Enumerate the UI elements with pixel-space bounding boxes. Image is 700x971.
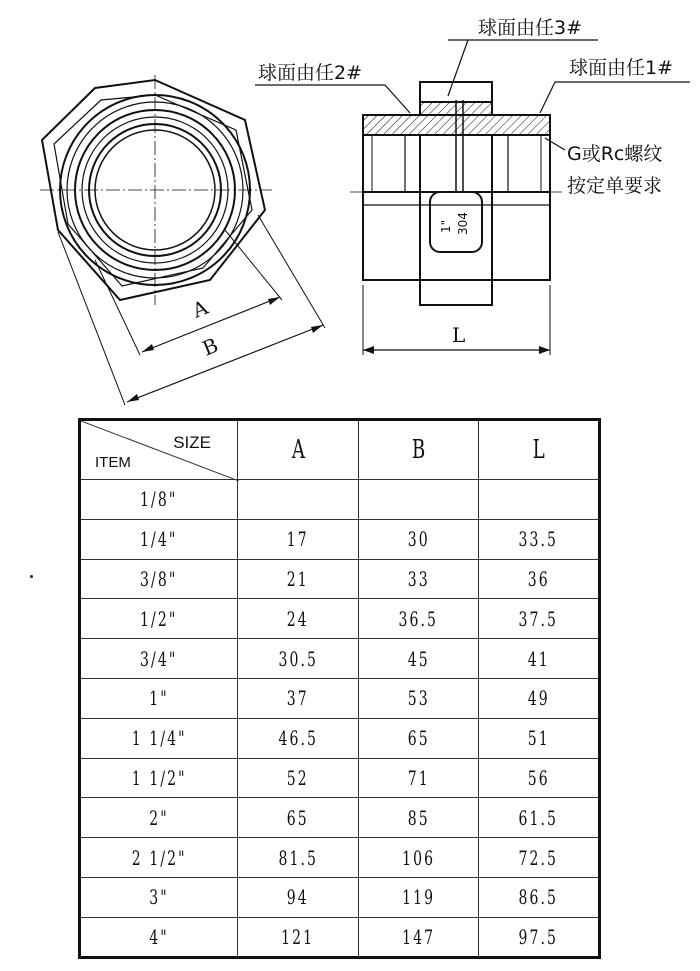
- cell-l: 37.5: [479, 599, 600, 639]
- label-sphere3: 球面由任3#: [478, 17, 583, 39]
- dim-label-b: B: [198, 332, 222, 361]
- cell-b: 85: [359, 798, 479, 838]
- cell-b: 106: [359, 838, 479, 878]
- table-row: [80, 877, 600, 917]
- cell-item: 1": [80, 678, 238, 718]
- stamp-size: 1": [439, 219, 453, 233]
- cell-item: 1 1/2": [80, 758, 238, 798]
- table-row: [80, 917, 600, 957]
- cell-b: 30: [359, 519, 479, 559]
- corner-item-label: ITEM: [95, 454, 131, 471]
- cell-l: 41: [479, 639, 600, 679]
- table-corner-cell: [80, 420, 238, 480]
- table-row: [80, 838, 600, 878]
- cell-b: 45: [359, 639, 479, 679]
- cell-a: [238, 480, 359, 520]
- table-row: [80, 718, 600, 758]
- cell-a: 30.5: [238, 639, 359, 679]
- cell-item: 2": [80, 798, 238, 838]
- table-row: [80, 559, 600, 599]
- label-sphere1: 球面由任1#: [569, 57, 674, 79]
- label-thread-2: 按定单要求: [567, 175, 663, 197]
- dim-line-b: [127, 325, 323, 402]
- cell-l: 86.5: [479, 877, 600, 917]
- cell-l: 97.5: [479, 917, 600, 957]
- dim-label-l: L: [452, 323, 466, 347]
- header-b: B: [359, 420, 479, 480]
- cell-b: 36.5: [359, 599, 479, 639]
- cell-a: 94: [238, 877, 359, 917]
- cell-a: 81.5: [238, 838, 359, 878]
- cell-item: 1/4": [80, 519, 238, 559]
- cell-a: 46.5: [238, 718, 359, 758]
- stamp-material: 304: [456, 212, 470, 235]
- header-a: A: [238, 420, 359, 480]
- cell-a: 17: [238, 519, 359, 559]
- cell-l: 51: [479, 718, 600, 758]
- table-row: [80, 519, 600, 559]
- header-l: L: [479, 420, 600, 480]
- cell-item: 3/8": [80, 559, 238, 599]
- stray-dot: [30, 575, 33, 578]
- cell-item: 1 1/4": [80, 718, 238, 758]
- cell-b: 147: [359, 917, 479, 957]
- section-view: [255, 40, 690, 355]
- cell-b: 53: [359, 678, 479, 718]
- cell-item: 3": [80, 877, 238, 917]
- cell-l: 72.5: [479, 838, 600, 878]
- cell-item: 2 1/2": [80, 838, 238, 878]
- cell-a: 37: [238, 678, 359, 718]
- dimension-table: [78, 418, 601, 959]
- cell-item: 4": [80, 917, 238, 957]
- cell-l: 36: [479, 559, 600, 599]
- cell-a: 65: [238, 798, 359, 838]
- label-thread-1: G或Rc螺纹: [567, 143, 663, 165]
- cell-a: 21: [238, 559, 359, 599]
- cell-b: 119: [359, 877, 479, 917]
- cell-l: 33.5: [479, 519, 600, 559]
- cell-item: 1/8": [80, 480, 238, 520]
- cell-a: 52: [238, 758, 359, 798]
- cell-item: 1/2": [80, 599, 238, 639]
- cell-l: [479, 480, 600, 520]
- table-row: [80, 758, 600, 798]
- corner-size-label: SIZE: [173, 433, 211, 452]
- cell-b: 71: [359, 758, 479, 798]
- table-row: [80, 599, 600, 639]
- cell-b: [359, 480, 479, 520]
- technical-drawing: [0, 0, 700, 410]
- table-row: [80, 678, 600, 718]
- table-row: [80, 798, 600, 838]
- cell-item: 3/4": [80, 639, 238, 679]
- dim-label-a: A: [188, 294, 212, 323]
- cell-a: 24: [238, 599, 359, 639]
- cell-l: 49: [479, 678, 600, 718]
- table-row: [80, 639, 600, 679]
- table-row: [80, 480, 600, 520]
- cell-l: 56: [479, 758, 600, 798]
- end-view: [40, 75, 325, 405]
- cell-b: 65: [359, 718, 479, 758]
- cell-a: 121: [238, 917, 359, 957]
- cell-l: 61.5: [479, 798, 600, 838]
- label-sphere2: 球面由任2#: [258, 62, 363, 84]
- cell-b: 33: [359, 559, 479, 599]
- table-header-row: [80, 420, 600, 480]
